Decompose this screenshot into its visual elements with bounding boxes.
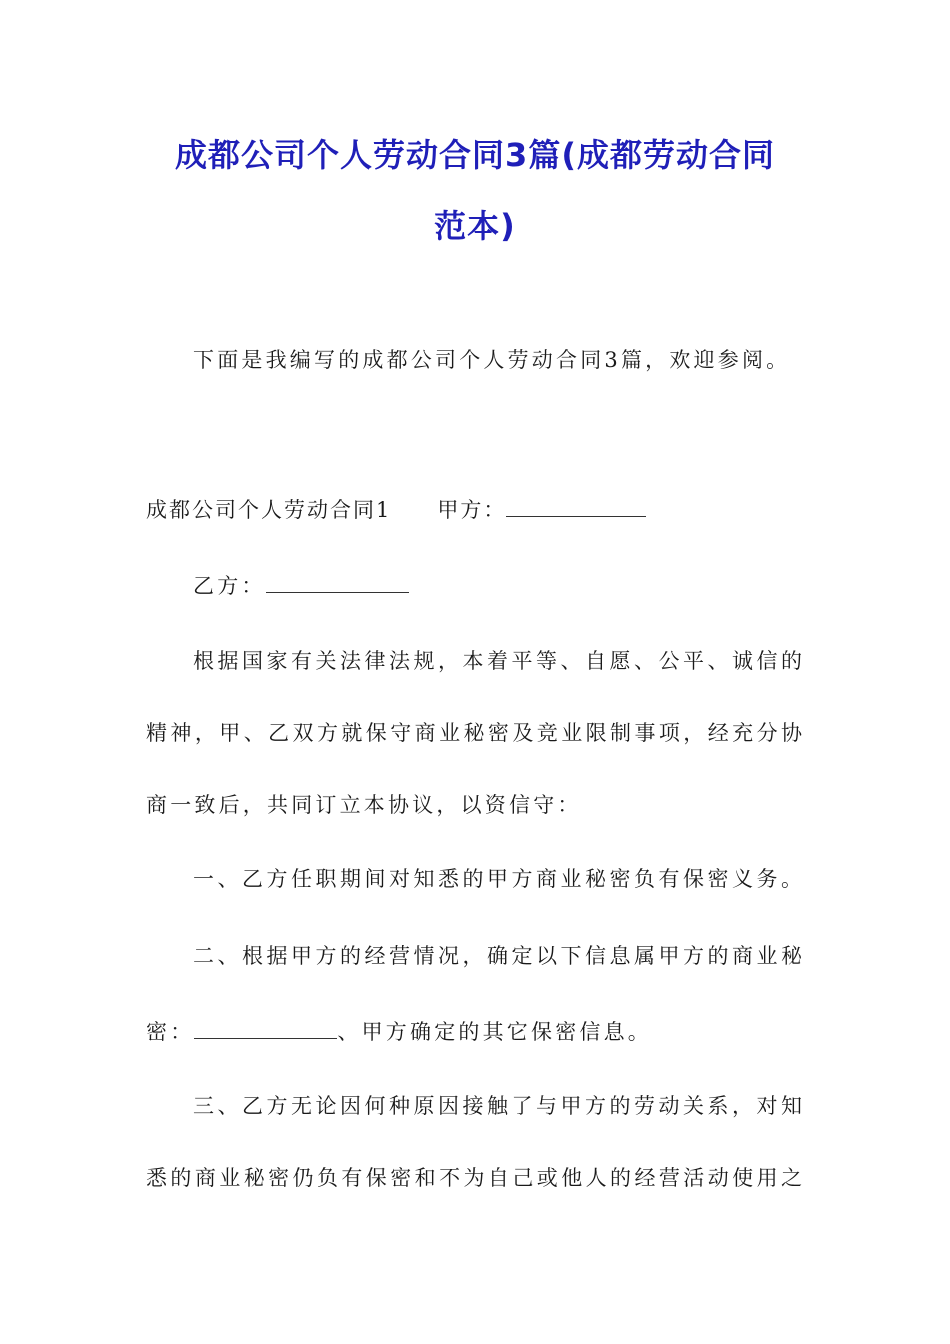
paragraph-1-line-3: 商一致后，共同订立本协议，以资信守： <box>146 793 582 817</box>
document-title-line-1: 成都公司个人劳动合同3篇(成都劳动合同 <box>175 136 775 174</box>
contract-heading-row <box>146 497 646 523</box>
party-a-blank <box>506 498 646 517</box>
item-3-line-1: 三、乙方无论因何种原因接触了与甲方的劳动关系，对知 <box>193 1094 802 1118</box>
paragraph-1-line-1: 根据国家有关法律法规，本着平等、自愿、公平、诚信的 <box>193 649 802 673</box>
contract-heading: 成都公司个人劳动合同1 <box>146 498 392 522</box>
item-2-suffix: 、甲方确定的其它保密信息。 <box>337 1020 653 1044</box>
item-1: 一、乙方任职期间对知悉的甲方商业秘密负有保密义务。 <box>193 867 802 891</box>
item-2-line-1: 二、根据甲方的经营情况，确定以下信息属甲方的商业秘 <box>193 944 802 968</box>
item-2-prefix: 密： <box>146 1020 195 1044</box>
party-b-row <box>193 573 409 599</box>
party-a-label: 甲方： <box>437 498 507 522</box>
intro-paragraph: 下面是我编写的成都公司个人劳动合同3篇，欢迎参阅。 <box>193 348 791 372</box>
party-b-blank <box>266 574 409 593</box>
trade-secret-blank <box>194 1020 337 1039</box>
paragraph-1-line-2: 精神，甲、乙双方就保守商业秘密及竞业限制事项，经充分协 <box>146 721 802 745</box>
party-b-label: 乙方： <box>193 574 266 598</box>
item-3-line-2: 悉的商业秘密仍负有保密和不为自己或他人的经营活动使用之 <box>146 1166 802 1190</box>
document-title-line-2: 范本) <box>434 207 516 245</box>
item-2-line-2 <box>146 1019 652 1045</box>
